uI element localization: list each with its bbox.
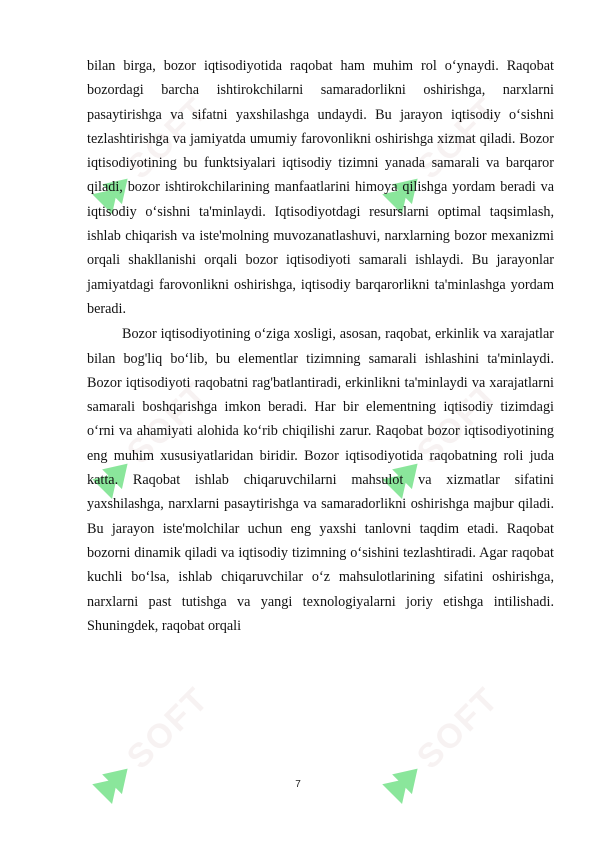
watermark-text: SOFT [409,89,507,187]
watermark-text: SOFT [409,679,507,777]
watermark-text: SOFT [119,374,217,472]
watermark-text: SOFT [119,89,217,187]
watermark-text: SOFT [409,374,507,472]
paragraph: Bozor iqtisodiyotining o‘ziga xosligi, asosan, raqobat, erkinlik va xarajatlar bilan bog'liq bo‘lib, bu elementlar tizimning samarali ishlashini ta'minlaydi. Bozor iqtisodiyoti raqobatni rag'batlantiradi, erkinlikni ta'minlaydi va xarajatlarni samarali boshqarishga imkon beradi. Har bir elementning iqtisodiy tizimdagi o‘rni va ahamiyati alohida ko‘rib chiqilishi zarur. Raqobat bozor iqtisodiyotining eng muhim xususiyatlaridan biridir. Bozor iqtisodiyotida raqobatning roli juda katta. Raqobat ishlab chiqaruvchilarni mahsulot va xizmatlar sifatini yaxshilashga, narxlarni pasaytirishga va samaradorlikni oshirishga majbur qiladi. Bu jarayon iste'molchilar uchun eng yaxshi tanlovni taqdim etadi. Raqobat bozorni dinamik qiladi va iqtisodiy tizimning o‘sishini tezlashtiradi. Agar raqobat kuchli bo‘lsa, ishlab chiqaruvchilar o‘z mahsulotlarining sifatini oshirishga, narxlarni past tutishga va yangi texnologiyalarni joriy etishga intilishadi. Shuningdek, raqobat orqali [87,326,554,634]
paragraph-continued: bilan birga, bozor iqtisodiyotida raqobat ham muhim rol o‘ynaydi. Raqobat bozordagi barcha ishtirokchilarni samaradorlikni oshirishga, narxlarni pasaytirishga va sifatni yaxshilashga undaydi. Bu jarayon iqtisodiy o‘sishni tezlashtirishga va jamiyatda umumiy farovonlikni oshirishga xizmat qiladi. Bozor iqtisodiyotining bu funktsiyalari iqtisodiy tizimni yanada samarali va barqaror qiladi, bozor ishtirokchilarining manfaatlarini himoya qilishga yordam beradi va iqtisodiy o‘sishni ta'minlaydi. Iqtisodiyotdagi resurslarni optimal taqsimlash, ishlab chiqarish va iste'molning muvozanatlashuvi, narxlarning bozor mexanizmi orqali shakllanishi orqali bozor iqtisodiyoti samarali ishlaydi. Bu jarayonlar jamiyatdagi farovonlikni oshirishga, iqtisodiy barqarorlikni ta'minlashga yordam beradi. [87,58,554,317]
body-text [87,54,554,638]
page-number: 7 [295,779,301,790]
watermark-text: SOFT [119,679,217,777]
